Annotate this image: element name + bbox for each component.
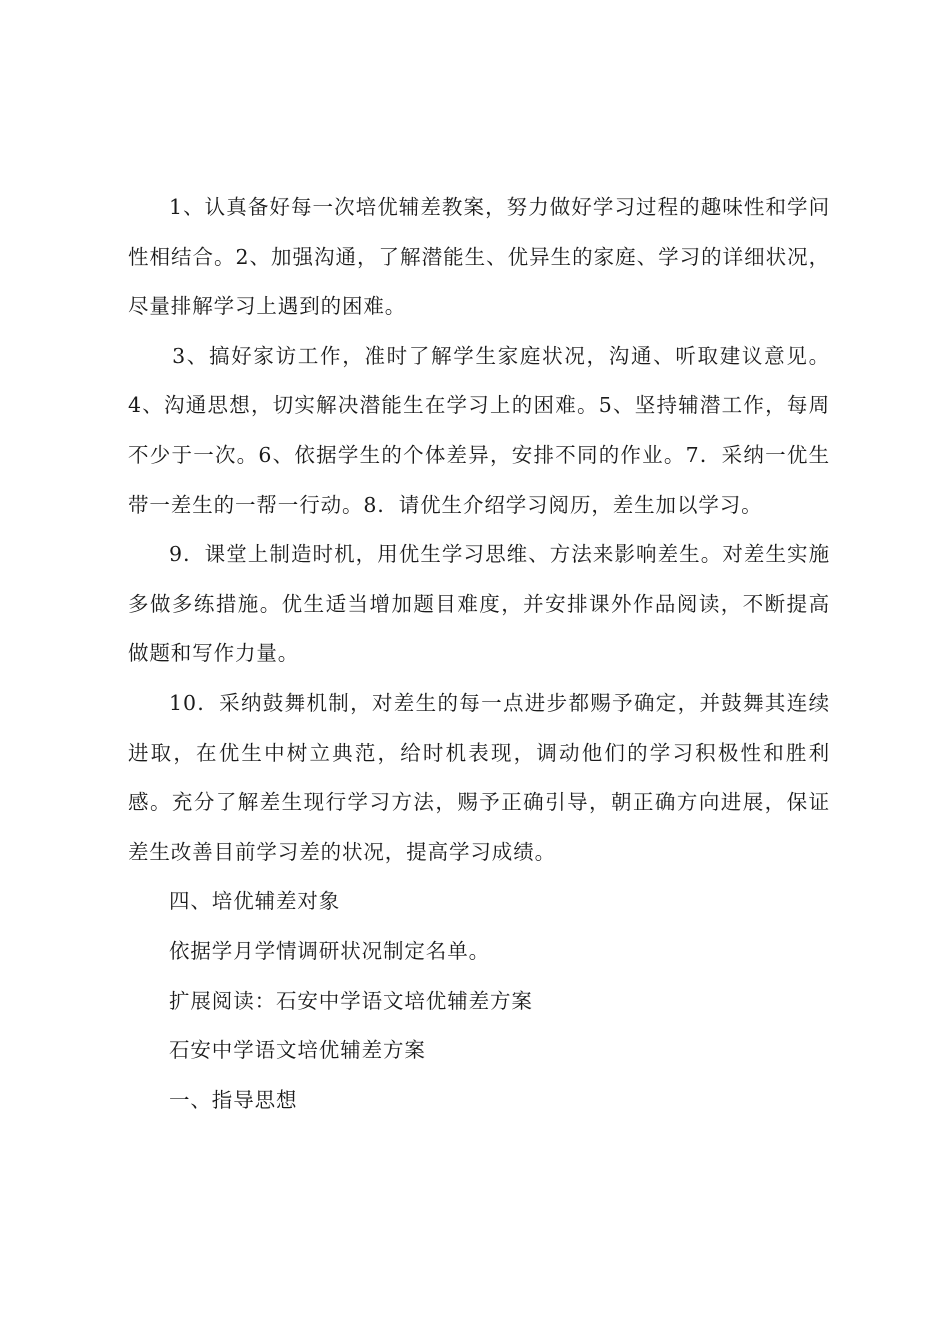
section-heading-guiding-thought: 一、指导思想 xyxy=(169,1087,298,1112)
paragraph-list-note: 依据学月学情调研状况制定名单。 xyxy=(169,938,490,963)
paragraph-3: 9．课堂上制造时机，用优生学习思维、方法来影响差生。对差生实施多做多练措施。优生适当增加题目难度，并安排课外作品阅读，不断提高做题和写作力量。 xyxy=(128,542,830,666)
paragraph-4: 10．采纳鼓舞机制，对差生的每一点进步都赐予确定，并鼓舞其连续进取，在优生中树立典范，给时机表现，调动他们的学习积极性和胜利感。充分了解差生现行学习方法，赐予正确引导，朝正确方向进展，保证差生改善目前学习差的状况，提高学习成绩。 xyxy=(128,690,830,864)
extended-reading-label: 扩展阅读：石安中学语文培优辅差方案 xyxy=(169,988,533,1013)
document-subtitle: 石安中学语文培优辅差方案 xyxy=(169,1038,426,1063)
section-heading-target: 四、培优辅差对象 xyxy=(169,889,341,914)
document-page xyxy=(128,183,830,1125)
paragraph-2: 3、搞好家访工作，准时了解学生家庭状况，沟通、听取建议意见。4、沟通思想，切实解决潜能生在学习上的困难。5、坚持辅潜工作，每周不少于一次。6、依据学生的个体差异，安排不同的作业。7．采纳一优生带一差生的一帮一行动。8．请优生介绍学习阅历，差生加以学习。 xyxy=(128,343,830,517)
paragraph-1: 1、认真备好每一次培优辅差教案，努力做好学习过程的趣味性和学问性相结合。2、加强沟通，了解潜能生、优异生的家庭、学习的详细状况，尽量排解学习上遇到的困难。 xyxy=(128,195,830,319)
